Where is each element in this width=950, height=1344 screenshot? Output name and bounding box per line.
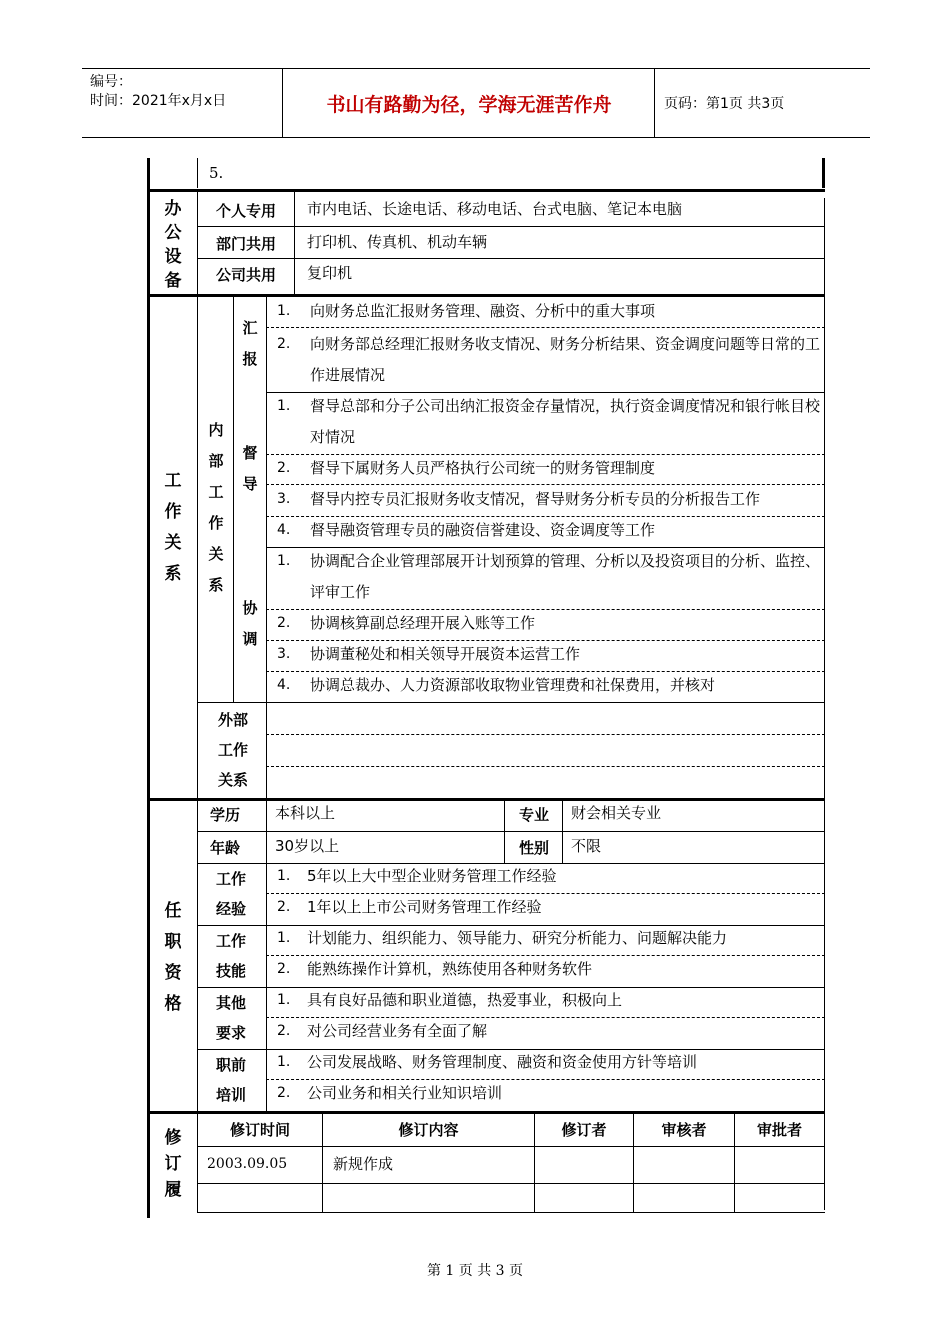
supervise-item: 督导融资管理专员的融资信誉建设、资金调度等工作 [310, 521, 656, 539]
coordinate-label: 协调 [242, 599, 258, 648]
report-item: 向财务部总经理汇报财务收支情况、财务分析结果、资金调度问题等日常的工作进展情况 [310, 335, 821, 384]
supervise-item: 督导下属财务人员严格执行公司统一的财务管理制度 [310, 459, 656, 477]
work-skills-label: 工作技能 [216, 932, 247, 980]
work-experience-label: 工作经验 [216, 870, 247, 918]
age-label: 年龄 [209, 839, 240, 857]
item-number: 3. [277, 646, 291, 662]
coordinate-item: 协调核算副总经理开展入账等工作 [310, 614, 536, 632]
major-value: 财会相关专业 [571, 804, 662, 822]
item-number: 3. [277, 491, 291, 507]
work-experience-item: 5年以上大中型企业财务管理工作经验 [307, 867, 557, 885]
report-item: 向财务总监汇报财务管理、融资、分析中的重大事项 [310, 302, 656, 320]
job-description-table [147, 158, 825, 1218]
work-skills-item: 计划能力、组织能力、领导能力、研究分析能力、问题解决能力 [307, 929, 728, 947]
work-experience-item: 1年以上上市公司财务管理工作经验 [307, 898, 542, 916]
revision-header-time: 修订时间 [229, 1121, 290, 1139]
coordinate-item: 协调董秘处和相关领导开展资本运营工作 [310, 645, 581, 663]
item-number: 2. [277, 336, 291, 352]
work-relations-section-label: 工作关系 [164, 471, 182, 584]
revision-cell-time: 2003.09.05 [207, 1156, 288, 1172]
header-motto: 书山有路勤为径，学海无涯苦作舟 [326, 93, 612, 116]
item-number: 1. [277, 930, 291, 946]
document-time-label: 时间：2021年x月x日 [90, 93, 227, 109]
page-header [82, 68, 870, 138]
age-value: 30岁以上 [275, 837, 340, 855]
item-number: 1. [277, 992, 291, 1008]
item-number: 1. [277, 868, 291, 884]
item-number: 2. [277, 1023, 291, 1039]
item-number: 4. [277, 522, 291, 538]
office-equipment-label: 公司共用 [215, 266, 276, 284]
supervise-item: 督导内控专员汇报财务收支情况，督导财务分析专员的分析报告工作 [310, 490, 761, 508]
education-value: 本科以上 [275, 804, 336, 822]
internal-relations-label: 内部工作关系 [208, 421, 224, 594]
supervise-item: 督导总部和分子公司出纳汇报资金存量情况，执行资金调度情况和银行帐目校对情况 [310, 397, 821, 446]
document-number-label: 编号： [90, 74, 132, 90]
item-number: 2. [277, 961, 291, 977]
item-number: 1. [277, 398, 291, 414]
item-number: 1. [277, 303, 291, 319]
revision-section-label: 修订履 [164, 1128, 182, 1200]
revision-header-content: 修订内容 [398, 1121, 459, 1139]
office-equipment-value: 市内电话、长途电话、移动电话、台式电脑、笔记本电脑 [307, 200, 683, 218]
item-number: 1. [277, 1054, 291, 1070]
office-equipment-label: 个人专用 [215, 202, 276, 220]
office-equipment-value: 复印机 [307, 264, 353, 282]
qualifications-section-label: 任职资格 [164, 901, 182, 1014]
report-label: 汇报 [242, 319, 258, 368]
coordinate-item: 协调配合企业管理部展开计划预算的管理、分析以及投资项目的分析、监控、评审工作 [310, 552, 821, 601]
external-relations-label: 外部工作关系 [217, 711, 248, 789]
item-number: 2. [277, 1085, 291, 1101]
header-divider [654, 69, 655, 137]
revision-header-reviser: 修订者 [561, 1121, 607, 1139]
pre-job-training-item: 公司业务和相关行业知识培训 [307, 1084, 503, 1102]
item-number: 2. [277, 460, 291, 476]
office-equipment-value: 打印机、传真机、机动车辆 [307, 233, 488, 251]
top-row-text: 5. [209, 164, 224, 182]
supervise-label: 督导 [242, 444, 258, 493]
gender-value: 不限 [571, 837, 602, 855]
coordinate-item: 协调总裁办、人力资源部收取物业管理费和社保费用，并核对 [310, 676, 716, 694]
item-number: 2. [277, 899, 291, 915]
item-number: 2. [277, 615, 291, 631]
gender-label: 性别 [518, 839, 549, 857]
work-skills-item: 能熟练操作计算机，熟练使用各种财务软件 [307, 960, 593, 978]
other-requirements-label: 其他要求 [216, 994, 247, 1042]
header-page-info: 页码：第1页 共3页 [664, 96, 785, 112]
other-requirements-item: 具有良好品德和职业道德，热爱事业，积极向上 [307, 991, 623, 1009]
revision-header-reviewer: 审核者 [661, 1121, 707, 1139]
header-meta [90, 73, 226, 111]
major-label: 专业 [518, 806, 549, 824]
revision-cell-content: 新规作成 [333, 1155, 394, 1173]
item-number: 1. [277, 553, 291, 569]
page-footer: 第 1 页 共 3 页 [426, 1263, 524, 1279]
office-equipment-label: 部门共用 [215, 235, 276, 253]
revision-header-approver: 审批者 [756, 1121, 802, 1139]
other-requirements-item: 对公司经营业务有全面了解 [307, 1022, 488, 1040]
education-label: 学历 [209, 806, 240, 824]
office-equipment-section-label: 办公设备 [164, 199, 182, 291]
pre-job-training-label: 职前培训 [216, 1056, 247, 1104]
header-divider [282, 69, 283, 137]
pre-job-training-item: 公司发展战略、财务管理制度、融资和资金使用方针等培训 [307, 1053, 698, 1071]
item-number: 4. [277, 677, 291, 693]
